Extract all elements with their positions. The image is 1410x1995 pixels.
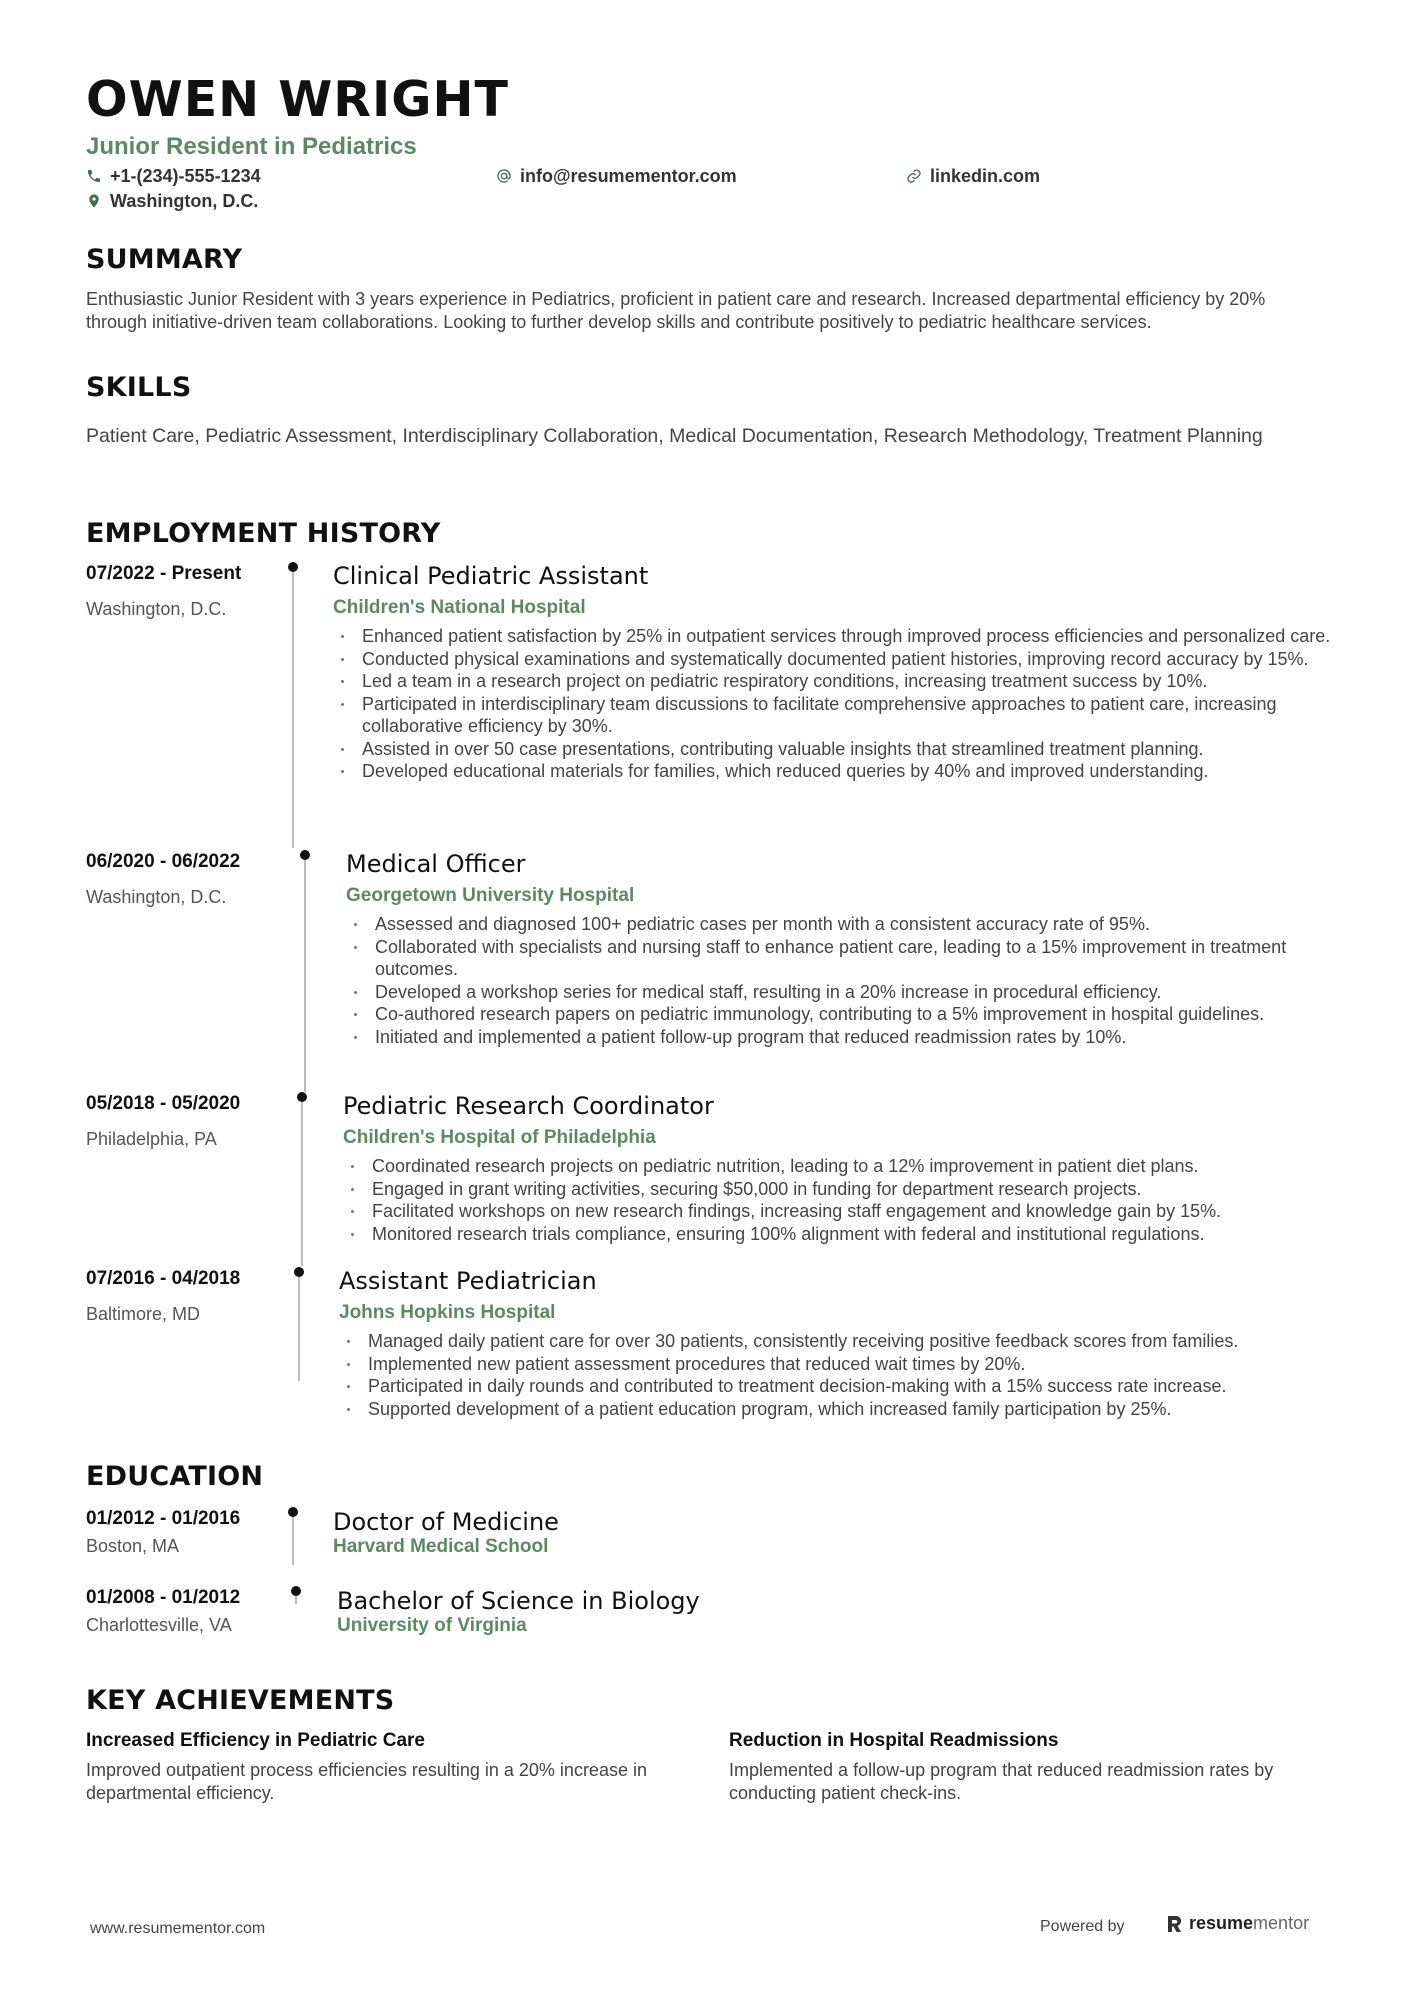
job-title: Pediatric Research Coordinator (343, 1092, 714, 1120)
contact-email[interactable] (496, 165, 737, 187)
timeline-line (298, 1277, 300, 1381)
job-location: Washington, D.C. (86, 599, 227, 619)
summary-heading: SUMMARY (86, 244, 243, 275)
achievement-desc: Improved outpatient process efficiencies resulting in a 20% increase in departmental efficiency. (86, 1760, 647, 1803)
job-org: Johns Hopkins Hospital (339, 1302, 556, 1323)
bullet-item: Managed daily patient care for over 30 patients, consistently receiving positive feedback scores from families. (339, 1330, 1339, 1353)
timeline-dot (294, 1267, 304, 1277)
brand-logo[interactable] (1165, 1913, 1309, 1934)
job-bullets (333, 625, 1333, 783)
linkedin-text: linkedin.com (930, 166, 1041, 186)
bullet-item: Participated in daily rounds and contributed to treatment decision-making with a 15% success rate increase. (339, 1375, 1339, 1398)
job-bullets (343, 1155, 1343, 1245)
bullet-item: Participated in interdisciplinary team discussions to facilitate comprehensive approaches to patient care, increasing collaborative efficiency by 30%. (333, 693, 1333, 738)
phone-icon (86, 168, 102, 184)
employment-heading: EMPLOYMENT HISTORY (86, 518, 441, 549)
email-text: info@resumementor.com (520, 166, 737, 186)
bullet-item: Collaborated with specialists and nursing staff to enhance patient care, leading to a 15% improvement in treatment outcomes. (346, 936, 1346, 981)
timeline-line (301, 1102, 303, 1266)
edu-school: University of Virginia (337, 1615, 527, 1636)
achievement-title: Reduction in Hospital Readmissions (729, 1730, 1059, 1751)
timeline-line (295, 1596, 297, 1604)
job-title: Medical Officer (346, 850, 526, 878)
bullet-item: Conducted physical examinations and systematically documented patient histories, improving record accuracy by 15%. (333, 648, 1333, 671)
edu-dates: 01/2012 - 01/2016 (86, 1508, 241, 1529)
at-icon (496, 168, 512, 184)
bullet-item: Supported development of a patient education program, which increased family participation by 25%. (339, 1398, 1339, 1421)
timeline-dot (288, 1507, 298, 1517)
job-org: Children's Hospital of Philadelphia (343, 1127, 656, 1148)
bullet-item: Developed educational materials for families, which reduced queries by 40% and improved understanding. (333, 760, 1333, 783)
edu-location: Boston, MA (86, 1536, 180, 1556)
job-location: Washington, D.C. (86, 887, 227, 907)
bullet-item: Coordinated research projects on pediatric nutrition, leading to a 12% improvement in patient diet plans. (343, 1155, 1343, 1178)
edu-degree: Bachelor of Science in Biology (337, 1587, 700, 1615)
brand-wordmark (1189, 1913, 1309, 1934)
achievements-heading: KEY ACHIEVEMENTS (86, 1685, 395, 1716)
skills-text: Patient Care, Pediatric Assessment, Interdisciplinary Collaboration, Medical Documentation, Research Methodology, Treatment Planning (86, 425, 1263, 447)
job-title: Clinical Pediatric Assistant (333, 562, 649, 590)
brand-light: mentor (1253, 1913, 1310, 1933)
powered-by-label: Powered by (1040, 1918, 1125, 1935)
bullet-item: Monitored research trials compliance, ensuring 100% alignment with federal and institutional regulations. (343, 1223, 1343, 1246)
timeline-line (292, 572, 294, 848)
job-title: Assistant Pediatrician (339, 1267, 597, 1295)
phone-text: +1-(234)-555-1234 (110, 166, 261, 186)
timeline-line (292, 1517, 294, 1565)
education-heading: EDUCATION (86, 1461, 264, 1492)
bullet-item: Co-authored research papers on pediatric immunology, contributing to a 5% improvement in hospital guidelines. (346, 1003, 1346, 1026)
resumementor-logo-icon (1165, 1914, 1183, 1934)
bullet-item: Facilitated workshops on new research findings, increasing staff engagement and knowledge gain by 15%. (343, 1200, 1343, 1223)
location-text: Washington, D.C. (110, 191, 259, 211)
contact-phone[interactable] (86, 165, 261, 187)
link-icon (906, 168, 922, 184)
bullet-item: Initiated and implemented a patient follow-up program that reduced readmission rates by 10%. (346, 1026, 1346, 1049)
bullet-item: Implemented new patient assessment procedures that reduced wait times by 20%. (339, 1353, 1339, 1376)
edu-school: Harvard Medical School (333, 1536, 549, 1557)
contact-location (86, 190, 258, 212)
job-org: Georgetown University Hospital (346, 885, 635, 906)
job-dates: 06/2020 - 06/2022 (86, 851, 241, 872)
timeline-dot (288, 562, 298, 572)
timeline-dot (297, 1092, 307, 1102)
achievement-title: Increased Efficiency in Pediatric Care (86, 1730, 425, 1751)
footer-url[interactable]: www.resumementor.com (90, 1920, 266, 1937)
job-org: Children's National Hospital (333, 597, 586, 618)
job-dates: 07/2016 - 04/2018 (86, 1268, 241, 1289)
brand-bold: resume (1189, 1913, 1254, 1933)
edu-location: Charlottesville, VA (86, 1615, 232, 1635)
bullet-item: Assessed and diagnosed 100+ pediatric cases per month with a consistent accuracy rate of 95%. (346, 913, 1346, 936)
bullet-item: Assisted in over 50 case presentations, contributing valuable insights that streamlined treatment planning. (333, 738, 1333, 761)
job-location: Baltimore, MD (86, 1304, 201, 1324)
bullet-item: Led a team in a research project on pediatric respiratory conditions, increasing treatment success by 10%. (333, 670, 1333, 693)
edu-degree: Doctor of Medicine (333, 1508, 559, 1536)
location-pin-icon (86, 193, 102, 209)
skills-heading: SKILLS (86, 372, 192, 403)
job-dates: 07/2022 - Present (86, 563, 242, 584)
contact-linkedin[interactable] (906, 165, 1040, 187)
timeline-dot (300, 850, 310, 860)
bullet-item: Developed a workshop series for medical staff, resulting in a 20% increase in procedural efficiency. (346, 981, 1346, 1004)
achievement-desc: Implemented a follow-up program that reduced readmission rates by conducting patient check-ins. (729, 1760, 1274, 1803)
summary-text: Enthusiastic Junior Resident with 3 years experience in Pediatrics, proficient in patient care and research. Increased departmental efficiency by 20% through initiative-driven team collaborations. Looking to further develop skills and contribute positively to pediatric healthcare services. (86, 289, 1266, 332)
job-bullets (346, 913, 1346, 1048)
candidate-name: OWEN WRIGHT (86, 71, 509, 128)
job-bullets (339, 1330, 1339, 1420)
job-location: Philadelphia, PA (86, 1129, 217, 1149)
bullet-item: Engaged in grant writing activities, securing $50,000 in funding for department research projects. (343, 1178, 1343, 1201)
timeline-dot (291, 1586, 301, 1596)
timeline-line (304, 860, 306, 1092)
bullet-item: Enhanced patient satisfaction by 25% in outpatient services through improved process efficiencies and personalized care. (333, 625, 1333, 648)
candidate-role: Junior Resident in Pediatrics (86, 133, 417, 160)
job-dates: 05/2018 - 05/2020 (86, 1093, 241, 1114)
edu-dates: 01/2008 - 01/2012 (86, 1587, 241, 1608)
